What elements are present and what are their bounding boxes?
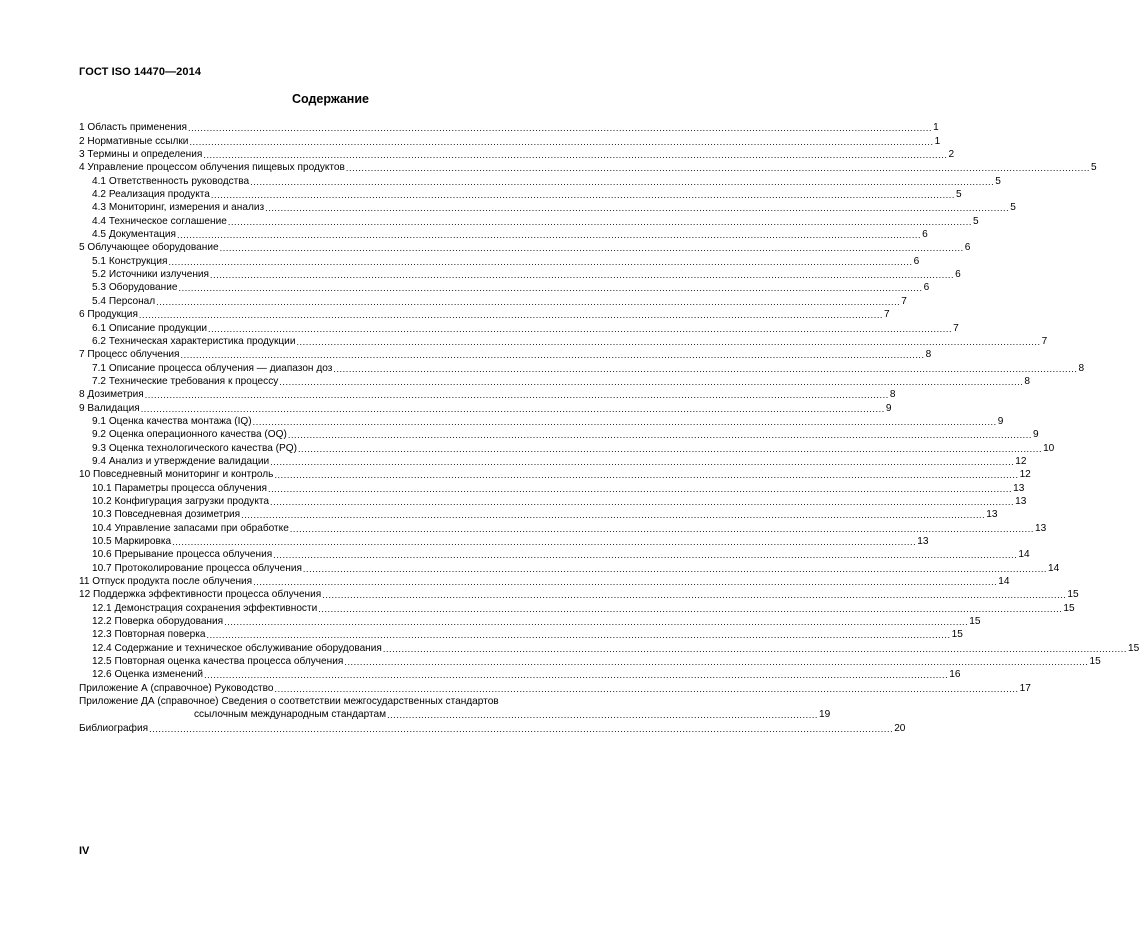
toc-entry-label: 12.4 Содержание и техническое обслуживание оборудования xyxy=(92,642,382,654)
toc-entry-label: 2 Нормативные ссылки xyxy=(79,135,189,147)
toc-entry[interactable] xyxy=(79,335,1048,348)
toc-entry-label: 5.1 Конструкция xyxy=(92,255,168,267)
toc-dot-leader xyxy=(204,669,948,681)
toc-dot-leader xyxy=(211,189,955,201)
toc-entry-appendix-da[interactable] xyxy=(79,695,831,722)
toc-entry[interactable] xyxy=(79,428,1039,441)
toc-page-number: 15 xyxy=(1127,642,1139,654)
toc-entry[interactable] xyxy=(79,348,932,361)
toc-entry[interactable] xyxy=(79,254,920,267)
toc-entry[interactable] xyxy=(79,201,1016,214)
toc-entry-label: 3 Термины и определения xyxy=(79,149,203,161)
toc-page-number: 8 xyxy=(889,389,896,401)
toc-entry-label: 6 Продукция xyxy=(79,309,138,321)
toc-entry[interactable] xyxy=(79,321,959,334)
toc-page-number: 9 xyxy=(885,402,892,414)
toc-dot-leader xyxy=(179,282,923,294)
toc-entry-label: 5.2 Источники излучения xyxy=(92,269,210,281)
toc-entry[interactable] xyxy=(79,601,1075,614)
toc-entry[interactable] xyxy=(79,375,1031,388)
toc-entry-label: 12.3 Повторная поверка xyxy=(92,629,206,641)
toc-entry-label-line2: ссылочным международным стандартам xyxy=(194,709,387,721)
toc-entry-label: 9.4 Анализ и утверждение валидации xyxy=(92,455,270,467)
toc-dot-leader xyxy=(273,549,1017,561)
toc-dot-leader xyxy=(270,456,1014,468)
toc-dot-leader xyxy=(172,536,916,548)
toc-entry-label: 4.4 Техническое соглашение xyxy=(92,215,227,227)
toc-dot-leader xyxy=(139,309,883,321)
toc-page-number: 10 xyxy=(1043,442,1055,454)
toc-entry[interactable] xyxy=(79,241,971,254)
toc-dot-leader xyxy=(275,683,1019,695)
toc-entry-label: 8 Дозиметрия xyxy=(79,389,144,401)
toc-dot-leader xyxy=(210,269,954,281)
toc-dot-leader xyxy=(288,429,1032,441)
toc-dot-leader xyxy=(346,162,1090,174)
toc-entry-label: 10.3 Повседневная дозиметрия xyxy=(92,509,241,521)
toc-dot-leader xyxy=(296,336,1040,348)
toc-dot-leader xyxy=(383,643,1127,655)
toc-page-number: 20 xyxy=(894,722,906,734)
toc-dot-leader xyxy=(145,389,889,401)
toc-entry-label: 5 Облучающее оборудование xyxy=(79,242,219,254)
toc-page-number: 13 xyxy=(917,536,929,547)
toc-page-number: 5 xyxy=(972,215,979,227)
toc-entry[interactable] xyxy=(79,668,961,681)
toc-entry-label: Приложение А (справочное) Руководство xyxy=(79,682,274,694)
toc-entry[interactable] xyxy=(79,268,961,281)
toc-entry-label: 6.1 Описание продукции xyxy=(92,322,207,334)
toc-dot-leader xyxy=(270,496,1014,508)
toc-entry[interactable] xyxy=(79,481,1025,494)
toc-dot-leader xyxy=(253,576,997,588)
toc-entry[interactable] xyxy=(79,134,941,147)
toc-page-number: 7 xyxy=(884,309,890,321)
toc-entry-label: 9.2 Оценка операционного качества (OQ) xyxy=(92,429,287,441)
toc-entry[interactable] xyxy=(79,441,1055,454)
toc-page-number: 5 xyxy=(995,175,1001,187)
toc-dot-leader xyxy=(250,176,994,188)
toc-page-number: 6 xyxy=(964,242,971,254)
toc-entry-label: 10.2 Конфигурация загрузки продукта xyxy=(92,495,270,507)
toc-entry[interactable] xyxy=(79,588,1079,601)
toc-dot-leader xyxy=(344,656,1088,668)
toc-entry-label: 9 Валидация xyxy=(79,402,140,414)
toc-entry[interactable] xyxy=(79,535,929,548)
toc-page-number: 6 xyxy=(923,282,930,294)
toc-entry-label: 11 Отпуск продукта после облучения xyxy=(79,576,253,588)
toc-page-number: 13 xyxy=(1015,495,1027,507)
toc-dot-leader xyxy=(268,483,1012,495)
toc-entry[interactable] xyxy=(79,548,1030,561)
toc-entry-label: 6.2 Техническая характеристика продукции xyxy=(92,335,296,347)
toc-entry[interactable] xyxy=(79,214,979,227)
toc-page-number: 6 xyxy=(955,269,961,281)
toc-entry-label: 12 Поддержка эффективности процесса облучения xyxy=(79,589,322,601)
toc-entry-label: 9.3 Оценка технологического качества (PQ) xyxy=(92,442,297,454)
toc-page-number: 7 xyxy=(953,322,959,334)
toc-page-number: 6 xyxy=(913,255,920,267)
toc-entry[interactable] xyxy=(79,508,998,521)
toc-entry[interactable] xyxy=(79,188,962,201)
toc-entry-label: 12.6 Оценка изменений xyxy=(92,669,204,681)
toc-entry[interactable] xyxy=(79,401,892,414)
toc-dot-leader xyxy=(220,242,964,254)
toc-entry-label: 4.5 Документация xyxy=(92,229,176,241)
toc-entry-label: Библиография xyxy=(79,722,149,734)
toc-dot-leader xyxy=(290,523,1034,535)
toc-entry[interactable] xyxy=(79,415,1004,428)
toc-entry-label: 10.6 Прерывание процесса облучения xyxy=(92,549,273,561)
toc-page-number: 12 xyxy=(1015,455,1027,467)
toc-entry-label: 5.4 Персонал xyxy=(92,295,156,307)
toc-entry[interactable] xyxy=(79,174,1001,187)
toc-entry-label: 12.5 Повторная оценка качества процесса облучения xyxy=(92,656,344,668)
toc-entry[interactable] xyxy=(79,388,896,401)
toc-dot-leader xyxy=(318,603,1062,615)
toc-dot-leader xyxy=(241,509,985,521)
toc-entry[interactable] xyxy=(79,521,1047,534)
toc-page-number: 15 xyxy=(969,616,981,628)
toc-entry[interactable] xyxy=(79,561,1060,574)
toc-page-number: 5 xyxy=(1091,162,1097,174)
toc-dot-leader xyxy=(274,469,1018,481)
toc-dot-leader xyxy=(181,349,925,361)
toc-entry-label: 4.2 Реализация продукта xyxy=(92,189,210,201)
toc-dot-leader: ........................................................................................................................................... xyxy=(387,710,819,721)
toc-entry[interactable] xyxy=(79,294,907,307)
toc-page-number: 1 xyxy=(934,135,941,147)
toc-dot-leader xyxy=(208,323,952,335)
toc-dot-leader xyxy=(298,443,1042,455)
toc-page-number: 6 xyxy=(922,229,928,241)
toc-dot-leader xyxy=(253,416,997,428)
toc-page-number: 14 xyxy=(1018,549,1030,561)
toc-entry-label: 5.3 Оборудование xyxy=(92,282,178,294)
toc-page-number: 2 xyxy=(948,149,955,161)
toc-page-number: 8 xyxy=(1078,362,1085,374)
toc-entry-label: 4.1 Ответственность руководства xyxy=(92,175,250,187)
toc-dot-leader xyxy=(322,589,1066,601)
toc-dot-leader xyxy=(177,229,921,241)
toc-entry[interactable] xyxy=(79,575,1010,588)
toc-dot-leader xyxy=(141,403,885,415)
toc-entry[interactable] xyxy=(79,641,1139,654)
toc-dot-leader xyxy=(149,723,893,735)
toc-page-number: 9 xyxy=(997,415,1004,427)
toc-page-number: 1 xyxy=(933,122,939,134)
toc-page-number: 19 xyxy=(819,709,831,721)
toc-entry[interactable] xyxy=(79,681,1031,694)
toc-entry-label: 4 Управление процессом облучения пищевых продуктов xyxy=(79,162,345,174)
toc-entry-bibliography[interactable] xyxy=(79,721,906,734)
toc-page-number: 14 xyxy=(1048,562,1060,574)
toc-page-number: 7 xyxy=(1041,335,1048,347)
toc-dot-leader xyxy=(303,563,1047,575)
toc-dot-leader xyxy=(168,256,912,268)
toc-page-number: 16 xyxy=(949,669,961,681)
toc-page-number: 13 xyxy=(1013,482,1025,494)
toc-page-number: 8 xyxy=(1024,375,1031,387)
toc-dot-leader xyxy=(224,616,968,628)
toc-entry-label: 4.3 Мониторинг, измерения и анализ xyxy=(92,202,265,214)
toc-page-number: 14 xyxy=(998,576,1010,588)
toc-entry[interactable] xyxy=(79,615,981,628)
toc-entry[interactable] xyxy=(79,495,1027,508)
page-number: IV xyxy=(79,845,90,857)
toc-dot-leader xyxy=(279,376,1023,388)
toc-page-number: 17 xyxy=(1019,682,1031,694)
toc-entry[interactable] xyxy=(79,468,1031,481)
toc-page-number: 15 xyxy=(1063,602,1075,614)
toc-page-number: 13 xyxy=(1034,522,1047,534)
toc-entry[interactable] xyxy=(79,361,1085,374)
toc-page-number: 7 xyxy=(901,295,907,307)
toc-dot-leader xyxy=(333,363,1077,375)
toc-entry-label: 10.7 Протоколирование процесса облучения xyxy=(92,562,302,574)
toc-entry[interactable] xyxy=(79,281,930,294)
toc-page-number: 15 xyxy=(1089,656,1101,668)
toc-entry-label: 10 Повседневный мониторинг и контроль xyxy=(79,469,274,481)
toc-entry[interactable] xyxy=(79,148,955,161)
toc-entry-label: 7 Процесс облучения xyxy=(79,349,180,361)
toc-page-number: 15 xyxy=(1067,589,1079,601)
toc-entry-label: 10.5 Маркировка xyxy=(92,536,172,547)
toc-dot-leader xyxy=(156,296,900,308)
toc-dot-leader xyxy=(265,202,1009,214)
toc-page-number: 15 xyxy=(951,629,963,641)
toc-entry[interactable] xyxy=(79,308,890,321)
toc-entry-label: 7.1 Описание процесса облучения — диапазон доз xyxy=(92,362,333,374)
toc-page-number: 13 xyxy=(986,509,998,521)
toc-page-number: 12 xyxy=(1019,469,1031,481)
toc-dot-leader xyxy=(206,629,950,641)
toc-entries xyxy=(79,121,1139,695)
toc-entry-label: 12.1 Демонстрация сохранения эффективности xyxy=(92,602,318,614)
toc-entry-label: 7.2 Технические требования к процессу xyxy=(92,375,279,387)
toc-dot-leader xyxy=(228,216,972,228)
toc-page-number: 8 xyxy=(925,349,932,361)
document-header: ГОСТ ISO 14470—2014 xyxy=(79,66,202,78)
toc-entry-label: 10.1 Параметры процесса облучения xyxy=(92,482,267,494)
toc-entry[interactable] xyxy=(79,655,1101,668)
table-of-contents xyxy=(79,121,1139,735)
toc-page-number: 9 xyxy=(1032,429,1039,441)
toc-dot-leader xyxy=(188,122,932,134)
toc-page-number: 5 xyxy=(956,189,962,201)
toc-entry[interactable] xyxy=(79,161,1097,174)
toc-entry-label: 1 Область применения xyxy=(79,122,187,134)
toc-entry-label-line1: Приложение ДА (справочное) Сведения о соответствии межгосударственных стандартов xyxy=(79,695,499,707)
page-title: Содержание xyxy=(291,92,369,106)
toc-entry[interactable] xyxy=(79,455,1027,468)
toc-entry-label: 10.4 Управление запасами при обработке xyxy=(92,522,289,534)
toc-entry-label: 9.1 Оценка качества монтажа (IQ) xyxy=(92,415,252,427)
toc-entry-label: 12.2 Поверка оборудования xyxy=(92,616,224,628)
toc-dot-leader xyxy=(189,136,933,148)
toc-dot-leader xyxy=(203,149,947,161)
toc-entry[interactable] xyxy=(79,228,928,241)
toc-entry[interactable] xyxy=(79,121,939,134)
toc-entry[interactable] xyxy=(79,628,963,641)
toc-page-number: 5 xyxy=(1010,202,1016,214)
